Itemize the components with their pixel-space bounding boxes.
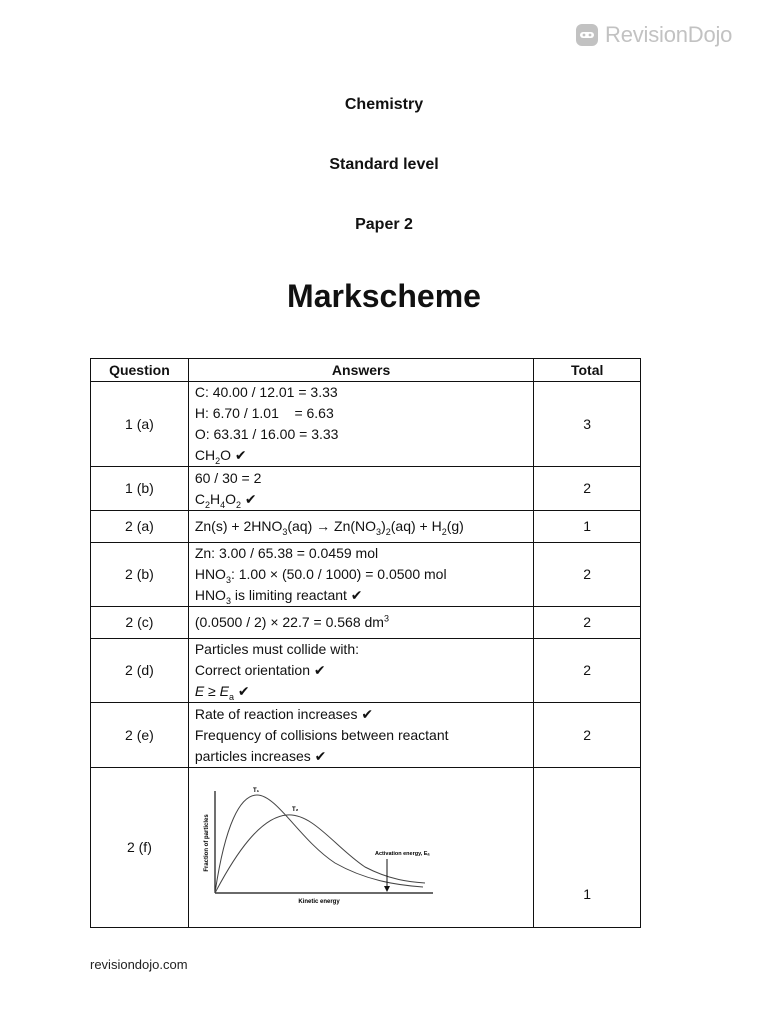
revisiondojo-logo-icon	[575, 23, 599, 47]
graph-xlabel: Kinetic energy	[298, 898, 340, 905]
arrow-down-icon	[384, 886, 390, 892]
table-row	[91, 607, 641, 639]
answer-line: 60 / 30 = 2	[194, 469, 262, 486]
total-cell: 2	[534, 639, 641, 703]
question-cell: 2 (e)	[91, 703, 189, 768]
answer-line: $HNO_3$ is limiting reactant ✔	[194, 587, 363, 606]
t2-label: T₂	[291, 806, 299, 813]
total-cell: 2	[534, 703, 641, 768]
tick-icon: ✔	[234, 447, 247, 463]
answer-line: Zn: 3.00 / 65.38 = 0.0459 mol	[194, 545, 379, 561]
answer-line: $CH_2O$ ✔	[194, 447, 247, 466]
total-cell: 2	[534, 467, 641, 511]
paper-heading: Paper 2	[355, 216, 413, 233]
question-cell: 2 (b)	[91, 543, 189, 607]
tick-icon: ✔	[350, 587, 363, 603]
page-title: Markscheme	[287, 278, 481, 314]
total-cell: 3	[534, 382, 641, 467]
answer-cell	[188, 768, 534, 928]
answer-line: Particles must collide with:	[194, 641, 359, 657]
tick-icon: ✔	[314, 747, 327, 764]
tick-icon: ✔	[237, 683, 250, 699]
answer-cell	[188, 607, 534, 639]
answer-cell	[188, 511, 534, 543]
answer-line: C: 40.00 / 12.01 = 3.33	[194, 384, 338, 400]
answer-line: H: 6.70 / 1.01 = 6.63	[194, 405, 334, 421]
answer-line: particles increases ✔	[194, 747, 327, 764]
question-cell: 2 (d)	[91, 639, 189, 703]
answer-line: $HNO_3$: 1.00 × (50.0 / 1000) = 0.0500 mol	[194, 566, 447, 585]
question-cell: 2 (a)	[91, 511, 189, 543]
answer-line: $E \ge E_a$ ✔	[194, 683, 250, 702]
question-cell: 1 (b)	[91, 467, 189, 511]
answer-line: $Zn(s) + 2HNO_3(aq) \to Zn(NO_3)_2(aq) + H_2(g)$	[194, 518, 464, 537]
question-cell: 2 (f)	[91, 768, 189, 928]
tick-icon: ✔	[313, 662, 326, 678]
table-row	[91, 639, 641, 703]
table-row	[91, 467, 641, 511]
answer-line: Correct orientation ✔	[194, 662, 326, 678]
question-cell: 2 (c)	[91, 607, 189, 639]
graph-ylabel: Fraction of particles	[203, 813, 210, 872]
answer-line: $C_2H_4O_2$ ✔	[194, 490, 257, 510]
total-header: Total	[534, 359, 641, 382]
question-header: Question	[91, 359, 189, 382]
table-header-row	[91, 359, 641, 382]
answers-header: Answers	[188, 359, 534, 382]
answer-cell	[188, 543, 534, 607]
brand-name: RevisionDojo	[605, 22, 733, 47]
footer-url: revisiondojo.com	[90, 957, 188, 972]
answer-cell	[188, 639, 534, 703]
table-row	[91, 511, 641, 543]
question-cell: 1 (a)	[91, 382, 189, 467]
answer-line: Rate of reaction increases ✔	[194, 705, 374, 722]
total-cell: 1	[534, 768, 641, 928]
table-row	[91, 768, 641, 928]
activation-energy-label: Activation energy, Eₐ	[374, 850, 430, 857]
answer-line: O: 63.31 / 16.00 = 3.33	[194, 426, 339, 442]
answer-line: (0.0500 / 2) × 22.7 = 0.568 $dm^3$	[194, 613, 389, 630]
total-cell: 1	[534, 511, 641, 543]
tick-icon: ✔	[361, 705, 374, 722]
table-row	[91, 382, 641, 467]
level-heading: Standard level	[329, 156, 439, 173]
table-row	[91, 543, 641, 607]
brand-logo	[575, 22, 732, 48]
markscheme-table	[90, 358, 641, 928]
maxwell-boltzmann-graph	[195, 785, 445, 905]
answer-cell	[188, 467, 534, 511]
answer-cell	[188, 703, 534, 768]
total-cell: 2	[534, 543, 641, 607]
table-row	[91, 703, 641, 768]
t1-label: T₁	[252, 787, 259, 794]
tick-icon: ✔	[244, 490, 257, 507]
total-cell: 2	[534, 607, 641, 639]
subject-heading: Chemistry	[344, 96, 424, 113]
answer-cell	[188, 382, 534, 467]
answer-line: Frequency of collisions between reactant	[194, 726, 449, 743]
